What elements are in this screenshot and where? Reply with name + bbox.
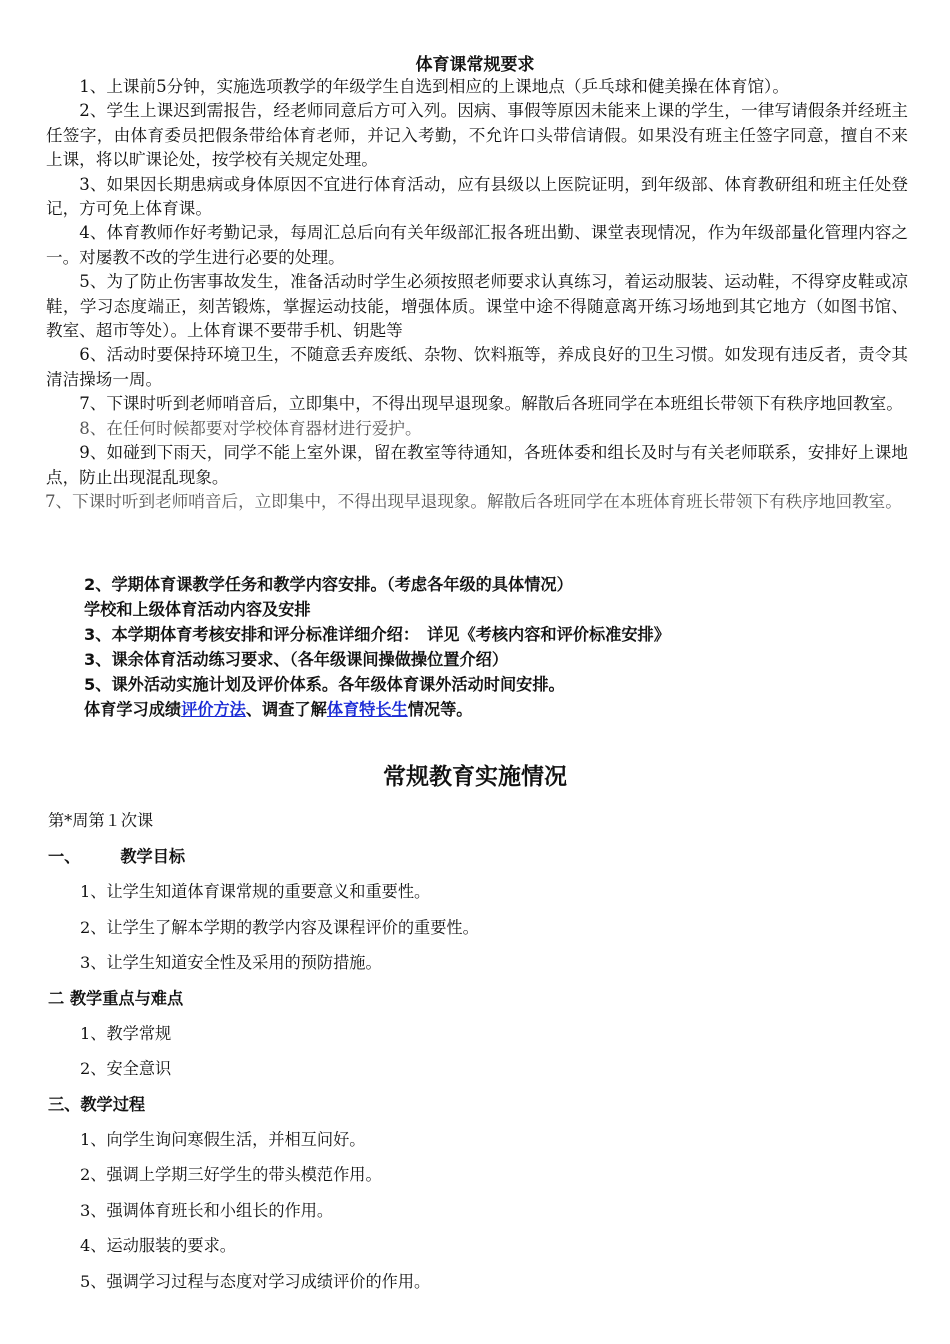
section-number: 一、 [48,847,81,866]
section-number: 二 [48,988,65,1008]
section-number: 三、 [48,1094,81,1114]
sports-talent-link[interactable]: 体育特长生 [326,699,408,719]
rule-7: 7、下课时听到老师哨音后，立即集中，不得出现早退现象。解散后各班同学在本班组长带领下有秩序地回教室。 [79,394,903,414]
section-header-process [48,1092,908,1127]
bold-item: 2、学期体育课教学任务和教学内容安排。（考虑各年级的具体情况） [84,575,573,594]
list-item: 2、让学生了解本学期的教学内容及课程评价的重要性。 [80,917,479,937]
last-line-middle: 、调查了解 [245,699,327,719]
rule-1: 1、上课前5分钟，实施选项教学的年级学生自选到相应的上课地点（乒乓球和健美操在体育馆）。 [79,77,789,96]
rule-2: 2、学生上课迟到需报告，经老师同意后方可入列。因病、事假等原因未能来上课的学生，一律写请假条并经班主任签字，由体育委员把假条带给体育老师，并记入考勤，不允许口头带信请假。如果没有班主任签字同意，擅自不来上课，将以旷课论处，按学校有关规定处理。 [46,101,908,170]
week-line: 第*周第１次课 [48,811,154,830]
bold-item: 5、课外活动实施计划及评价体系。各年级体育课外活动时间安排。 [84,674,565,694]
lesson-plan [48,808,908,1304]
list-item: 1、向学生询问寒假生活，并相互问好。 [80,1129,366,1149]
rule-6: 6、活动时要保持环境卫生，不随意丢弃废纸、杂物、饮料瓶等，养成良好的卫生习惯。如发现有违反者，责令其清洁操场一周。 [46,345,908,389]
section-title: 教学过程 [80,1094,146,1114]
bold-item: 3、课余体育活动练习要求、（各年级课间操做操位置介绍） [84,649,509,669]
document-title: 体育课常规要求 [415,55,535,75]
list-item: 1、让学生知道体育课常规的重要意义和重要性。 [80,882,431,901]
rule-3: 3、如果因长期患病或身体原因不宜进行体育活动，应有县级以上医院证明，到年级部、体育教研组和班主任处登记，方可免上体育课。 [46,174,908,219]
list-item: 2、安全意识 [80,1059,172,1078]
list-item: 4、运动服装的要求。 [80,1236,236,1255]
bold-item-last [84,698,904,723]
section-header-focus [48,986,908,1021]
rule-5: 5、为了防止伤害事故发生，准备活动时学生必须按照老师要求认真练习，着运动服装、运动鞋，不得穿皮鞋或凉鞋，学习态度端正，刻苦锻炼，掌握运动技能，增强体质。课堂中途不得随意离开练习场地到其它地方（如图书馆、教室、超市等处）。上体育课不要带手机、钥匙等 [46,272,908,341]
section-title: 教学目标 [120,847,186,866]
rule-7-duplicate: 7、下课时听到老师哨音后，立即集中，不得出现早退现象。解散后各班同学在本班体育班长带领下有秩序地回教室。 [45,491,902,511]
bold-item: 3、本学期体育考核安排和评分标准详细介绍： 详见《考核内容和评价标准安排》 [84,624,670,644]
section-header-goals [48,844,908,879]
bold-items-list [84,573,904,722]
last-line-prefix: 体育学习成绩 [84,699,182,719]
list-item: 3、让学生知道安全性及采用的预防措施。 [80,953,382,972]
section-title: 教学重点与难点 [69,988,184,1008]
list-item: 5、强调学习过程与态度对学习成绩评价的作用。 [80,1271,431,1291]
list-item: 3、强调体育班长和小组长的作用。 [80,1200,334,1220]
evaluation-method-link[interactable]: 评价方法 [181,699,246,719]
bold-item: 学校和上级体育活动内容及安排 [84,599,311,619]
rules-list [46,75,908,514]
list-item: 2、强调上学期三好学生的带头模范作用。 [80,1165,382,1184]
section-heading: 常规教育实施情况 [383,764,567,790]
last-line-suffix: 情况等。 [407,699,473,719]
list-item: 1、教学常规 [80,1023,172,1043]
rule-8: 8、在任何时候都要对学校体育器材进行爱护。 [79,418,422,438]
rule-4: 4、体育教师作好考勤记录，每周汇总后向有关年级部汇报各班出勤、课堂表现情况，作为年级部量化管理内容之一。对屡教不改的学生进行必要的处理。 [46,223,908,267]
rule-9: 9、如碰到下雨天，同学不能上室外课，留在教室等待通知，各班体委和组长及时与有关老师联系，安排好上课地点，防止出现混乱现象。 [46,443,908,487]
